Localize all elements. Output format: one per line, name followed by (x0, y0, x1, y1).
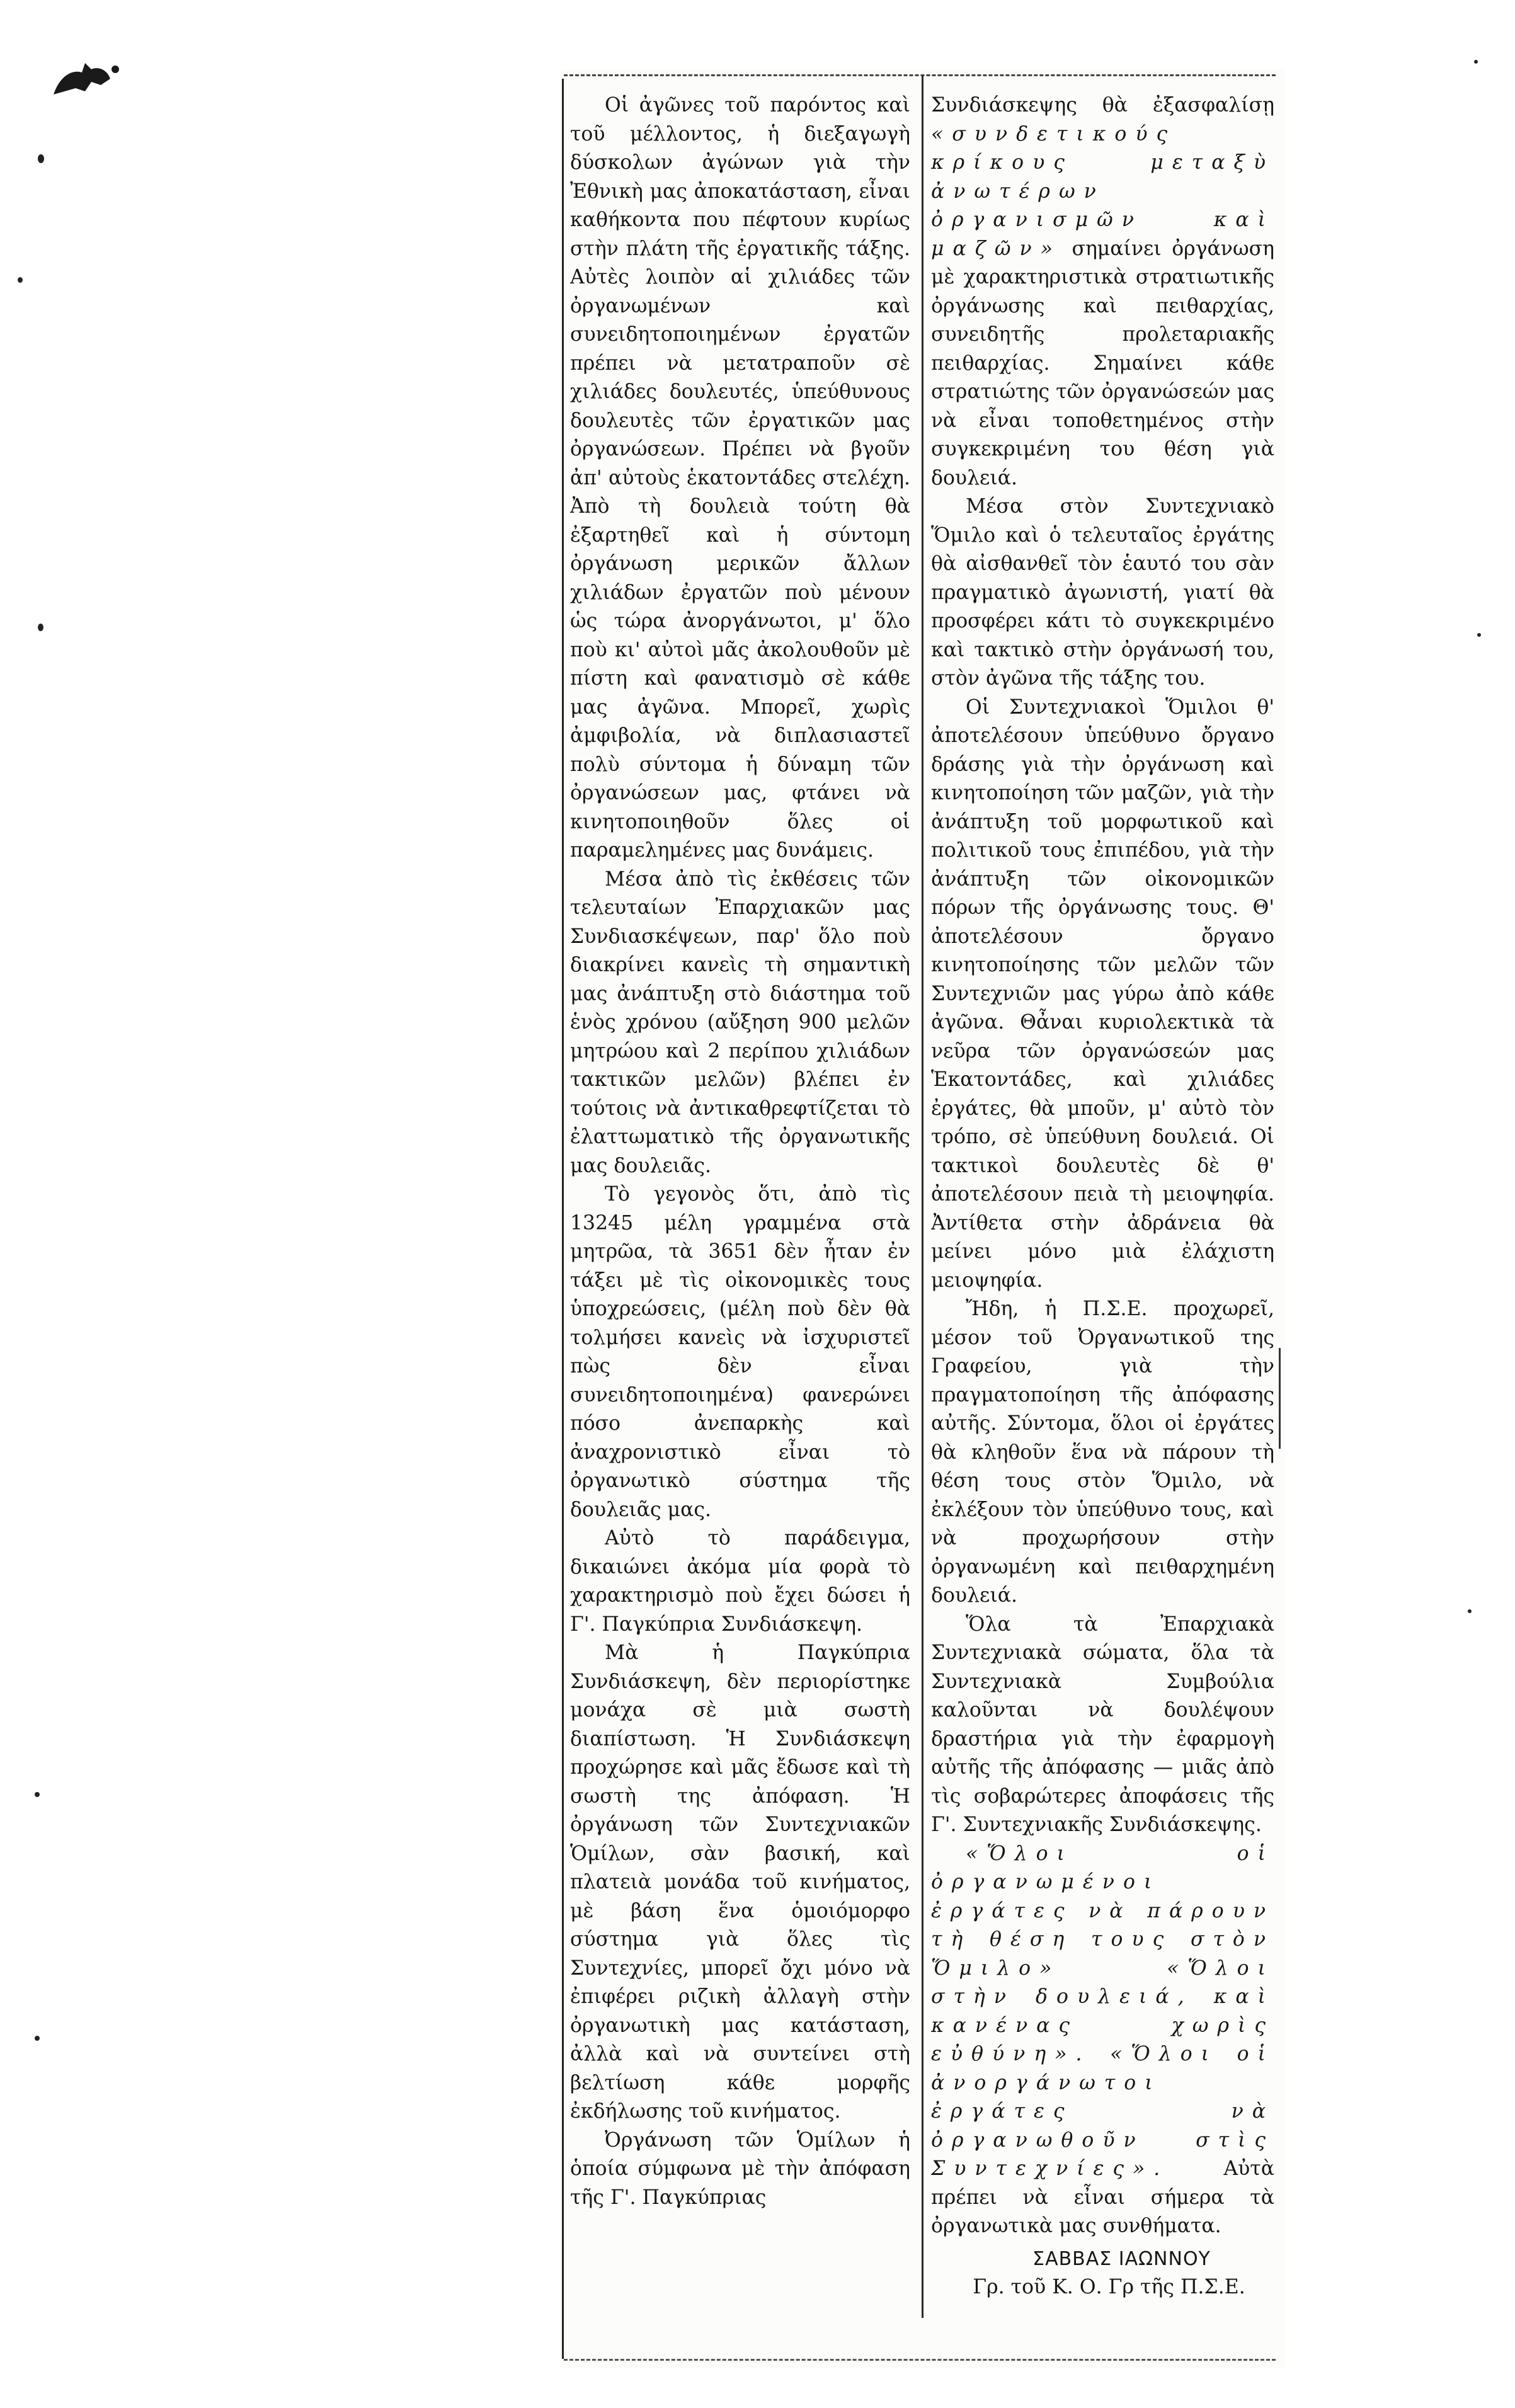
continued-text: σημαίνει ὀργάνωση μὲ χαρακτηριστικὰ στρατιωτικῆς ὀργάνωσης καὶ πειθαρχίας, συνειδητῆς προλεταριακῆς πειθαρχίας. Σημαίνει κάθε στρατιώτης τῶν ὀργανώσεών μας νὰ εἶναι τοποθετημένος στὴν συγκεκριμένη του θέση γιὰ δουλειά. (931, 237, 1274, 489)
spaced-emphasis-quote: «συνδετικούς κρίκους μεταξὺ ἀνωτέρων ὀργανισμῶν καὶ μαζῶν» (931, 122, 1274, 260)
article-paragraph: Μὰ ἡ Παγκύπρια Συνδιάσκεψη, δὲν περιορίστηκε μονάχα σὲ μιὰ σωστὴ διαπίστωση. Ἡ Συνδιάσκεψη προχώρησε καὶ μᾶς ἔδωσε καὶ τὴ σωστὴ της ἀπόφαση. Ἡ ὀργάνωση τῶν Συντεχνιακῶν Ὁμίλων, σὰν βασική, καὶ πλατειὰ μονάδα τοῦ κινήματος, μὲ βάση ἕνα ὁμοιόμορφο σύστημα γιὰ ὅλες τὶς Συντεχνίες, μπορεῖ ὄχι μόνο νὰ ἐπιφέρει ριζικὴ ἀλλαγὴ στὴν ὀργανωτικὴ μας κατάσταση, ἀλλὰ καὶ νὰ συντείνει στὴ βελτίωση κάθε μορφῆς ἐκδήλωσης τοῦ κινήματος. (570, 1641, 910, 2123)
article-paragraph: Αὐτὸ τὸ παράδειγμα, δικαιώνει ἀκόμα μία φορὰ τὸ χαρακτηρισμὸ ποὺ ἔχει δώσει ἡ Γ'. Παγκύπρια Συνδιάσκεψη. (570, 1527, 910, 1636)
column-divider-rule (922, 76, 923, 2318)
bottom-dashed-border (564, 2359, 1276, 2361)
closing-text: Αὐτὰ πρέπει νὰ εἶναι σήμερα τὰ ὀργανωτικὰ μας συνθήματα. (931, 2157, 1274, 2237)
scan-speck (35, 1792, 40, 1797)
scan-speck (38, 624, 43, 631)
article-paragraph (931, 1840, 1274, 2241)
article-paragraph: Μέσα στὸν Συντεχνιακὸ Ὅμιλο καὶ ὁ τελευταῖος ἐργάτης θὰ αἰσθανθεῖ τὸν ἑαυτό του σὰν πραγματικὸ ἀγωνιστή, γιατί θὰ προσφέρει κάτι τὸ συγκεκριμένο καὶ τακτικὸ στὴν ὀργάνωσή του, στὸν ἀγῶνα τῆς τάξης του. (931, 495, 1274, 690)
article-paragraph: Οἱ Συντεχνιακοὶ Ὅμιλοι θ' ἀποτελέσουν ὑπεύθυνο ὄργανο δράσης γιὰ τὴν ὀργάνωση καὶ κινητοποίηση τῶν μαζῶν, γιὰ τὴν ἀνάπτυξη τοῦ μορφωτικοῦ καὶ πολιτικοῦ τους ἐπιπέδου, γιὰ τὴν ἀνάπτυξη τῶν οἰκονομικῶν πόρων τῆς ὀργάνωσης τους. Θ' ἀποτελέσουν ὄργανο κινητοποίησης τῶν μελῶν τῶν Συντεχνιῶν μας γύρω ἀπὸ κάθε ἀγῶνα. Θἆναι κυριολεκτικὰ τὰ νεῦρα τῶν ὀργανώσεών μας Ἑκατοντάδες, καὶ χιλιάδες ἐργάτες, θὰ μποῦν, μ' αὐτὸ τὸν τρόπο, σὲ ὑπεύθυνη δουλειά. Οἱ τακτικοὶ δουλευτὲς δὲ θ' ἀποτελέσουν πειὰ τὴ μειοψηφία. Ἀντίθετα στὴν ἀδράνεια θὰ μείνει μόνο μιὰ ἐλάχιστη μειοψηφία. (931, 695, 1274, 1292)
article-paragraph: Μέσα ἀπὸ τὶς ἐκθέσεις τῶν τελευταίων Ἐπαρχιακῶν μας Συνδιασκέψεων, παρ' ὅλο ποὺ διακρίνει κανεὶς τὴ σημαντικὴ μας ἀνάπτυξη στὸ διάστημα τοῦ ἑνὸς χρόνου (αὔξηση 900 μελῶν μητρώου καὶ 2 περίπου χιλιάδων τακτικῶν μελῶν) βλέπει ἐν τούτοις νὰ ἀντικαθρεφτίζεται τὸ ἐλαττωματικὸ τῆς ὀργανωτικῆς μας δουλειᾶς. (570, 867, 910, 1177)
scan-speck (18, 277, 23, 283)
signature-block (931, 2245, 1274, 2302)
scan-speck (1474, 60, 1478, 64)
slogans-emphasis: «Ὅλοι οἱ ὀργανωμένοι ἐργάτες νὰ πάρουν τὴ θέση τους στὸν Ὅμιλο» «Ὅλοι στὴν δουλειά, καὶ κανένας χωρὶς εὐθύνη». «Ὅλοι οἱ ἀνοργάνωτοι ἐργάτες νὰ ὀργανωθοῦν στὶς Συντεχνίες». (931, 1842, 1274, 2180)
article-paragraph: Ἤδη, ἡ Π.Σ.Ε. προχωρεῖ, μέσον τοῦ Ὀργανωτικοῦ της Γραφείου, γιὰ τὴν πραγματοποίηση τῆς ἀπόφασης αὐτῆς. Σύντομα, ὅλοι οἱ ἐργάτες θὰ κληθοῦν ἕνα νὰ πάρουν τὴ θέση τους στὸν Ὅμιλο, νὰ ἐκλέξουν τὸν ὑπεύθυνο τους, καὶ νὰ προχωρήσουν στὴν ὀργανωμένη καὶ πειθαρχημένη δουλειά. (931, 1298, 1274, 1607)
article-paragraph (931, 91, 1274, 493)
scan-smudge-icon (47, 50, 123, 113)
article-paragraph: Ὀργάνωση τῶν Ὁμίλων ἡ ὁποία σύμφωνα μὲ τὴν ἀπόφαση τῆς Γ'. Παγκύπριας (570, 2128, 910, 2209)
scan-speck (38, 154, 44, 163)
article-paragraph: Ὅλα τὰ Ἐπαρχιακὰ Συντεχνιακὰ σώματα, ὅλα τὰ Συντεχνιακὰ Συμβούλια καλοῦνται νὰ δουλέψουν δραστήρια γιὰ τὴν ἐφαρμογὴ αὐτῆς τῆς ἀπόφασης — μιᾶς ἀπὸ τὶς σοβαρώτερες ἀποφάσεις τῆς Γ'. Συντεχνιακῆς Συνδιάσκεψης. (931, 1612, 1274, 1836)
scan-speck (1468, 1609, 1472, 1613)
article-right-column (931, 91, 1274, 2334)
article-left-column (570, 91, 910, 2334)
left-column-rule (562, 79, 564, 2359)
top-dashed-border (564, 74, 1276, 76)
right-edge-mark (1279, 1348, 1281, 1449)
article-paragraph: Τὸ γεγονὸς ὅτι, ἀπὸ τὶς 13245 μέλη γραμμένα στὰ μητρῶα, τὰ 3651 δὲν ἦταν ἐν τάξει μὲ τὶς οἰκονομικὲς τους ὑποχρεώσεις, (μέλη ποὺ δὲν θὰ τολμήσει κανεὶς νὰ ἰσχυριστεῖ πὼς δὲν εἶναι συνειδητοποιημένα) φανερώνει πόσο ἀνεπαρκὴς καὶ ἀναχρονιστικὸ εἶναι τὸ ὀργανωτικὸ σύστημα τῆς δουλειᾶς μας. (570, 1183, 910, 1521)
scan-speck (1477, 633, 1481, 637)
author-name: ΣΑΒΒΑΣ ΙΑΩΝΝΟΥ (1032, 2247, 1211, 2270)
scan-speck (35, 2036, 40, 2041)
article-paragraph: Οἱ ἀγῶνες τοῦ παρόντος καὶ τοῦ μέλλοντος, ἡ διεξαγωγὴ δύσκολων ἀγώνων γιὰ τὴν Ἐθνικὴ μας ἀποκατάσταση, εἶναι καθήκοντα που πέφτουν κυρίως στὴν πλάτη τῆς ἐργατικῆς τάξης. Αὐτὲς λοιπὸν αἱ χιλιάδες τῶν ὀργανωμένων καὶ συνειδητοποιημένων ἐργατῶν πρέπει νὰ μετατραποῦν σὲ χιλιάδες δουλευτές, ὑπεύθυνους δουλευτὲς τῶν ἐργατικῶν μας ὀργανώσεων. Πρέπει νὰ βγοῦν ἀπ' αὐτοὺς ἑκατοντάδες στελέχη. Ἀπὸ τὴ δουλειὰ τούτη θὰ ἐξαρτηθεῖ καὶ ἡ σύντομη ὀργάνωση μερικῶν ἄλλων χιλιάδων ἐργατῶν ποὺ μένουν ὡς τώρα ἀνοργάνωτοι, μ' ὅλο ποὺ κι' αὐτοὶ μᾶς ἀκολουθοῦν μὲ πίστη καὶ φανατισμὸ σὲ κάθε μας ἀγῶνα. Μπορεῖ, χωρὶς ἀμφιβολία, νὰ διπλασιαστεῖ πολὺ σύντομα ἡ δύναμη τῶν ὀργανώσεων μας, φτάνει νὰ κινητοποιηθοῦν ὅλες οἱ παραμελημένες μας δυνάμεις. (570, 94, 910, 862)
continued-text: Συνδιάσκεψης θὰ ἐξασφαλίσῃ (931, 94, 1274, 117)
author-title: Γρ. τοῦ Κ. Ο. Γρ τῆς Π.Σ.Ε. (973, 2276, 1245, 2298)
